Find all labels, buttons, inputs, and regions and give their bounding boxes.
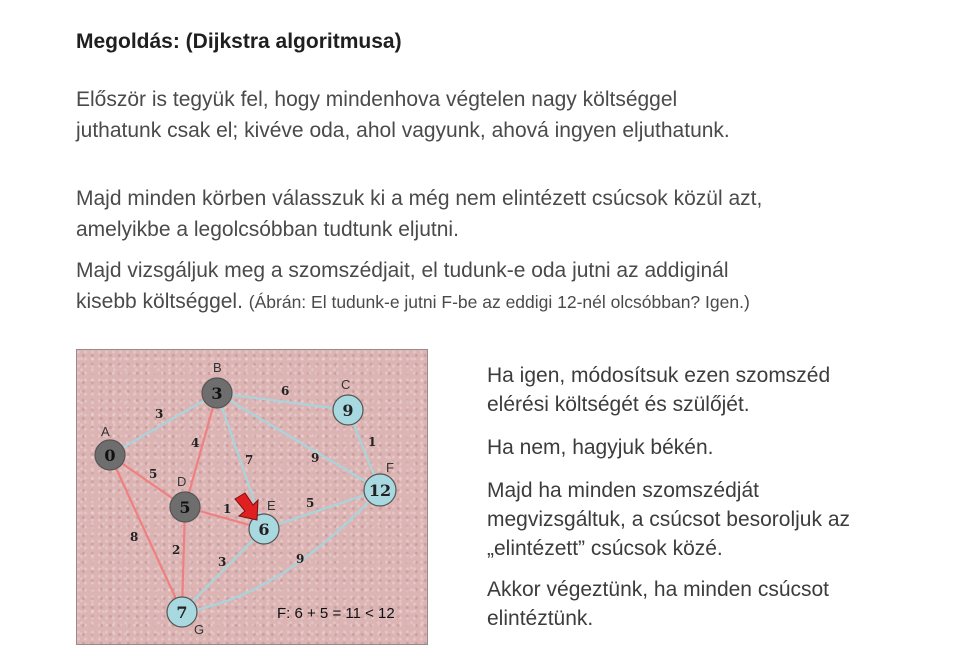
edge-weight-CF: 1 (368, 435, 377, 449)
edge-weight-DG: 2 (172, 543, 181, 557)
right-text-line: Ha nem, hagyjuk békén. (487, 436, 714, 459)
edge-weight-AG: 8 (130, 530, 139, 544)
right-text-line: megvizsgáltuk, a csúcsot besoroljuk az (487, 508, 850, 531)
right-text-line: Akkor végeztünk, ha minden csúcsot (487, 578, 830, 601)
figure-note: (Ábrán: El tudunk-e jutni F-be az eddigi 12-nél olcsóbban? Igen.) (248, 292, 750, 312)
right-text-skip (487, 433, 937, 462)
right-text-line: Ha igen, módosítsuk ezen szomszéd (487, 364, 831, 387)
paragraph-line: juthatunk csak el; kivéve oda, ahol vagyunk, ahová ingyen eljuthatunk. (76, 119, 730, 142)
vertex-value-C: 9 (342, 401, 354, 420)
paragraph-initialization (76, 84, 936, 146)
vertex-letter-F: F (386, 460, 394, 475)
edge-D-G (182, 507, 185, 612)
edge-weight-GF: 9 (296, 552, 305, 566)
edge-weight-EF: 5 (306, 496, 315, 510)
right-text-line: „elintézett” csúcsok közé. (487, 537, 723, 560)
vertex-value-A: 0 (104, 446, 116, 465)
vertex-letter-C: C (341, 377, 351, 392)
page-title: Megoldás: (Dijkstra algoritmusa) (76, 30, 402, 53)
paragraph-neighbors (76, 255, 936, 318)
vertex-letter-B: B (213, 360, 222, 375)
right-text-settle (487, 476, 937, 563)
edge-G-F (182, 490, 380, 612)
graph-figure (76, 349, 428, 645)
right-text-finish (487, 575, 937, 633)
right-text-line: elérési költségét és szülőjét. (487, 393, 750, 416)
vertex-letter-A: A (101, 424, 110, 439)
graph-svg (77, 350, 427, 644)
right-text-line: elintéztünk. (487, 607, 594, 630)
edge-weight-BF: 9 (311, 451, 320, 465)
current-vertex-arrow-icon (235, 493, 258, 520)
vertex-value-B: 3 (211, 384, 223, 403)
edge-weight-BD: 4 (191, 436, 200, 450)
graph-caption: F: 6 + 5 = 11 < 12 (277, 605, 395, 622)
edge-weight-BE: 7 (245, 453, 254, 467)
edge-weight-DE: 1 (223, 502, 232, 516)
paragraph-line: Majd minden körben válasszuk ki a még nem elintézett csúcsok közül azt, (76, 187, 763, 210)
vertex-value-E: 6 (258, 520, 270, 539)
edge-E-F (264, 490, 380, 529)
paragraph-line (76, 286, 936, 318)
edge-E-G (182, 529, 264, 612)
paragraph-selection (76, 183, 936, 245)
right-text-update (487, 361, 937, 419)
vertex-letter-G: G (194, 622, 205, 637)
vertex-value-G: 7 (176, 603, 188, 622)
edge-weight-AD: 5 (149, 467, 158, 481)
edge-A-G (110, 455, 182, 612)
edge-weight-EG: 3 (218, 555, 227, 569)
paragraph-text: kisebb költséggel. (76, 290, 243, 313)
vertex-value-D: 5 (179, 498, 191, 517)
paragraph-line: Először is tegyük fel, hogy mindenhova végtelen nagy költséggel (76, 88, 678, 111)
paragraph-line: amelyikbe a legolcsóbban tudtunk eljutni. (76, 218, 459, 241)
vertex-letter-D: D (177, 474, 187, 489)
edge-weight-AB: 3 (155, 407, 164, 421)
edge-A-B (110, 393, 217, 455)
edge-B-D (185, 393, 217, 507)
paragraph-line: Majd vizsgáljuk meg a szomszédjait, el tudunk-e oda jutni az addiginál (76, 259, 729, 282)
vertex-value-F: 12 (368, 481, 392, 500)
edge-weight-BC: 6 (281, 384, 290, 398)
right-text-line: Majd ha minden szomszédját (487, 479, 759, 502)
vertex-letter-E: E (267, 498, 276, 513)
